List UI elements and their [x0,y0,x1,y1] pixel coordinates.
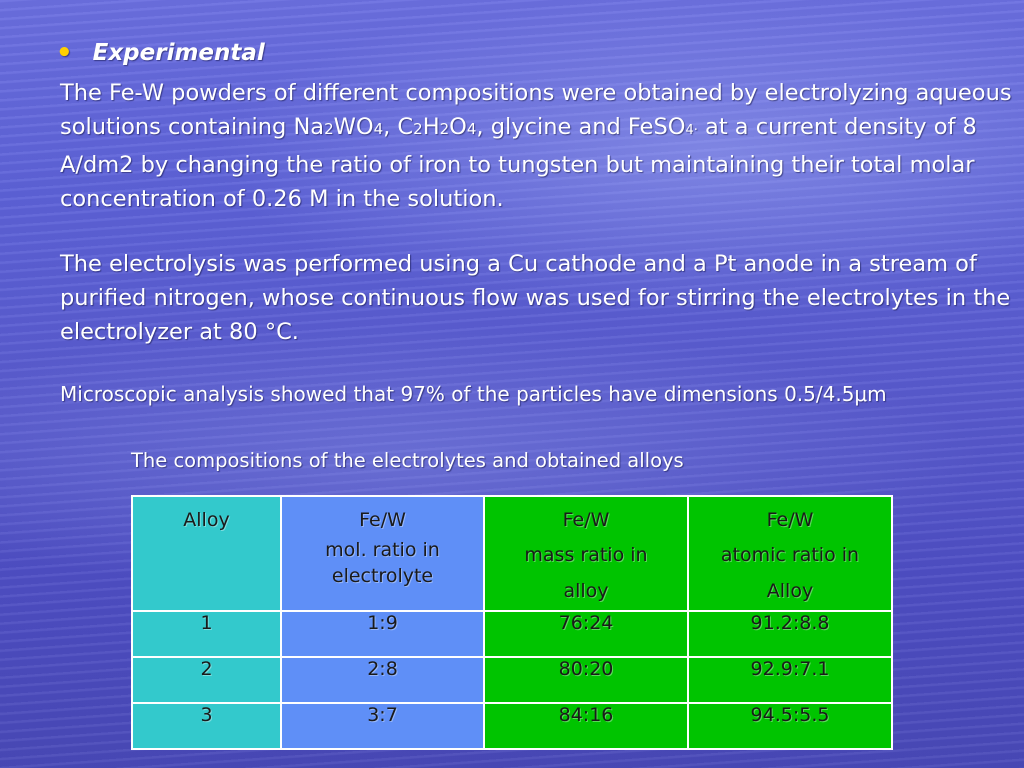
p1-subscript-2: 4 [373,120,384,138]
p1-text-6: , glycine and FeSO [476,114,686,140]
header-mass-ratio [484,496,688,611]
slide-heading [56,38,265,68]
header-atomic-line3: Alloy [766,580,814,602]
p1-text-5: O [449,114,467,140]
p1-text-7: at a current density of 8 A/dm2 by changing the ratio of iron to tungsten but maintaining their total molar concentration of 0.26 M in the solution. [60,114,977,212]
cell-atomic-ratio: 91.2:8.8 [688,611,892,657]
header-atomic-ratio [688,496,892,611]
paragraph-microscopic: Microscopic analysis showed that 97% of the particles have dimensions 0.5/4.5μm [60,382,887,406]
p1-subscript-4: 2 [439,120,450,138]
table-row [132,611,892,657]
p1-subscript-6: 4· [685,123,698,138]
p1-subscript-1: 2 [324,120,334,138]
header-mass-line3: alloy [563,580,609,602]
cell-mol-ratio: 1:9 [281,611,484,657]
p1-text-4: H [422,114,440,140]
header-mol-line2: mol. ratio in [325,539,440,561]
header-alloy-label: Alloy [183,509,230,531]
header-mol-line1: Fe/W [359,509,406,531]
compositions-table [131,495,893,750]
p1-text-3: , C [383,114,414,140]
p1-text-1: The Fe-W powders of different compositions were obtained by electrolyzing aqueous solutions containing Na [60,80,1012,140]
table-caption: The compositions of the electrolytes and obtained alloys [131,449,684,472]
table-row [132,703,892,749]
paragraph-powders [60,76,1020,216]
cell-mol-ratio: 2:8 [281,657,484,703]
cell-mass-ratio: 76:24 [484,611,688,657]
cell-alloy: 3 [132,703,281,749]
header-atomic-line2: atomic ratio in [720,544,860,566]
cell-alloy: 2 [132,657,281,703]
p1-subscript-3: 2 [413,120,423,138]
bullet-icon: • [56,38,73,68]
paragraph-electrolysis: The electrolysis was performed using a Cu cathode and a Pt anode in a stream of purified nitrogen, whose continuous flow was used for stirring the electrolytes in the electrolyzer at 80 °C. [60,251,1011,345]
cell-mass-ratio: 84:16 [484,703,688,749]
header-alloy [132,496,281,611]
p1-subscript-5: 4 [466,120,477,138]
table-header-row [132,496,892,611]
cell-mass-ratio: 80:20 [484,657,688,703]
header-mass-line1: Fe/W [562,509,610,531]
cell-alloy: 1 [132,611,281,657]
cell-atomic-ratio: 94.5:5.5 [688,703,892,749]
cell-mol-ratio: 3:7 [281,703,484,749]
heading-text: Experimental [92,40,265,66]
header-mol-ratio [281,496,484,611]
p1-text-2: WO [333,114,374,140]
table-row [132,657,892,703]
header-atomic-line1: Fe/W [766,509,814,531]
cell-atomic-ratio: 92.9:7.1 [688,657,892,703]
header-mol-line3: electrolyte [331,565,434,587]
header-mass-line2: mass ratio in [524,544,648,566]
